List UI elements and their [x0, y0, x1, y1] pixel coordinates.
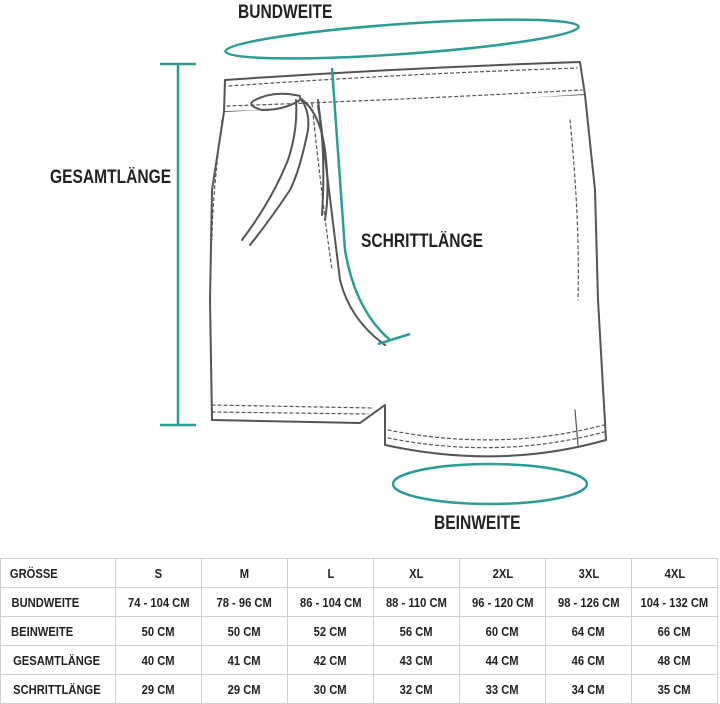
table-cell: 96 - 120 CM — [460, 588, 546, 617]
table-cell: 50 CM — [202, 617, 288, 646]
table-cell: 43 CM — [374, 646, 460, 675]
table-header-cell: GRÖSSE — [1, 559, 116, 588]
table-cell: 34 CM — [546, 675, 632, 704]
table-cell: GESAMTLÄNGE — [1, 646, 116, 675]
table-cell: 46 CM — [546, 646, 632, 675]
table-cell: 41 CM — [202, 646, 288, 675]
table-cell: 64 CM — [546, 617, 632, 646]
table-cell: 32 CM — [374, 675, 460, 704]
table-cell: 42 CM — [288, 646, 374, 675]
label-gesamtlaenge: GESAMTLÄNGE — [50, 167, 172, 188]
label-schrittlaenge: SCHRITTLÄNGE — [361, 231, 484, 252]
table-cell: 60 CM — [460, 617, 546, 646]
table-cell: 98 - 126 CM — [546, 588, 632, 617]
table-cell: 56 CM — [374, 617, 460, 646]
table-header-cell: 2XL — [460, 559, 546, 588]
table-cell: 52 CM — [288, 617, 374, 646]
table-header-cell: S — [116, 559, 202, 588]
table-row — [1, 646, 718, 675]
table-cell: BUNDWEITE — [1, 588, 116, 617]
table-cell: 50 CM — [116, 617, 202, 646]
table-header-cell: M — [202, 559, 288, 588]
table-cell: 29 CM — [202, 675, 288, 704]
label-beinweite: BEINWEITE — [434, 513, 521, 534]
table-header-cell: 3XL — [546, 559, 632, 588]
table-cell: 40 CM — [116, 646, 202, 675]
table-cell: 104 - 132 CM — [632, 588, 718, 617]
table-cell: 66 CM — [632, 617, 718, 646]
table-cell: 33 CM — [460, 675, 546, 704]
table-row — [1, 675, 718, 704]
table-header-cell: L — [288, 559, 374, 588]
table-cell: 88 - 110 CM — [374, 588, 460, 617]
table-row — [1, 617, 718, 646]
table-cell: SCHRITTLÄNGE — [1, 675, 116, 704]
label-bundweite: BUNDWEITE — [238, 2, 333, 23]
table-row — [1, 588, 718, 617]
table-header-cell: XL — [374, 559, 460, 588]
table-cell: 30 CM — [288, 675, 374, 704]
size-table — [0, 558, 718, 704]
table-cell: 48 CM — [632, 646, 718, 675]
table-cell: 29 CM — [116, 675, 202, 704]
table-cell: 74 - 104 CM — [116, 588, 202, 617]
table-header-row — [1, 559, 718, 588]
table-header-cell: 4XL — [632, 559, 718, 588]
table-cell: 35 CM — [632, 675, 718, 704]
table-cell: 44 CM — [460, 646, 546, 675]
table-cell: 86 - 104 CM — [288, 588, 374, 617]
table-cell: 78 - 96 CM — [202, 588, 288, 617]
table-cell: BEINWEITE — [1, 617, 116, 646]
